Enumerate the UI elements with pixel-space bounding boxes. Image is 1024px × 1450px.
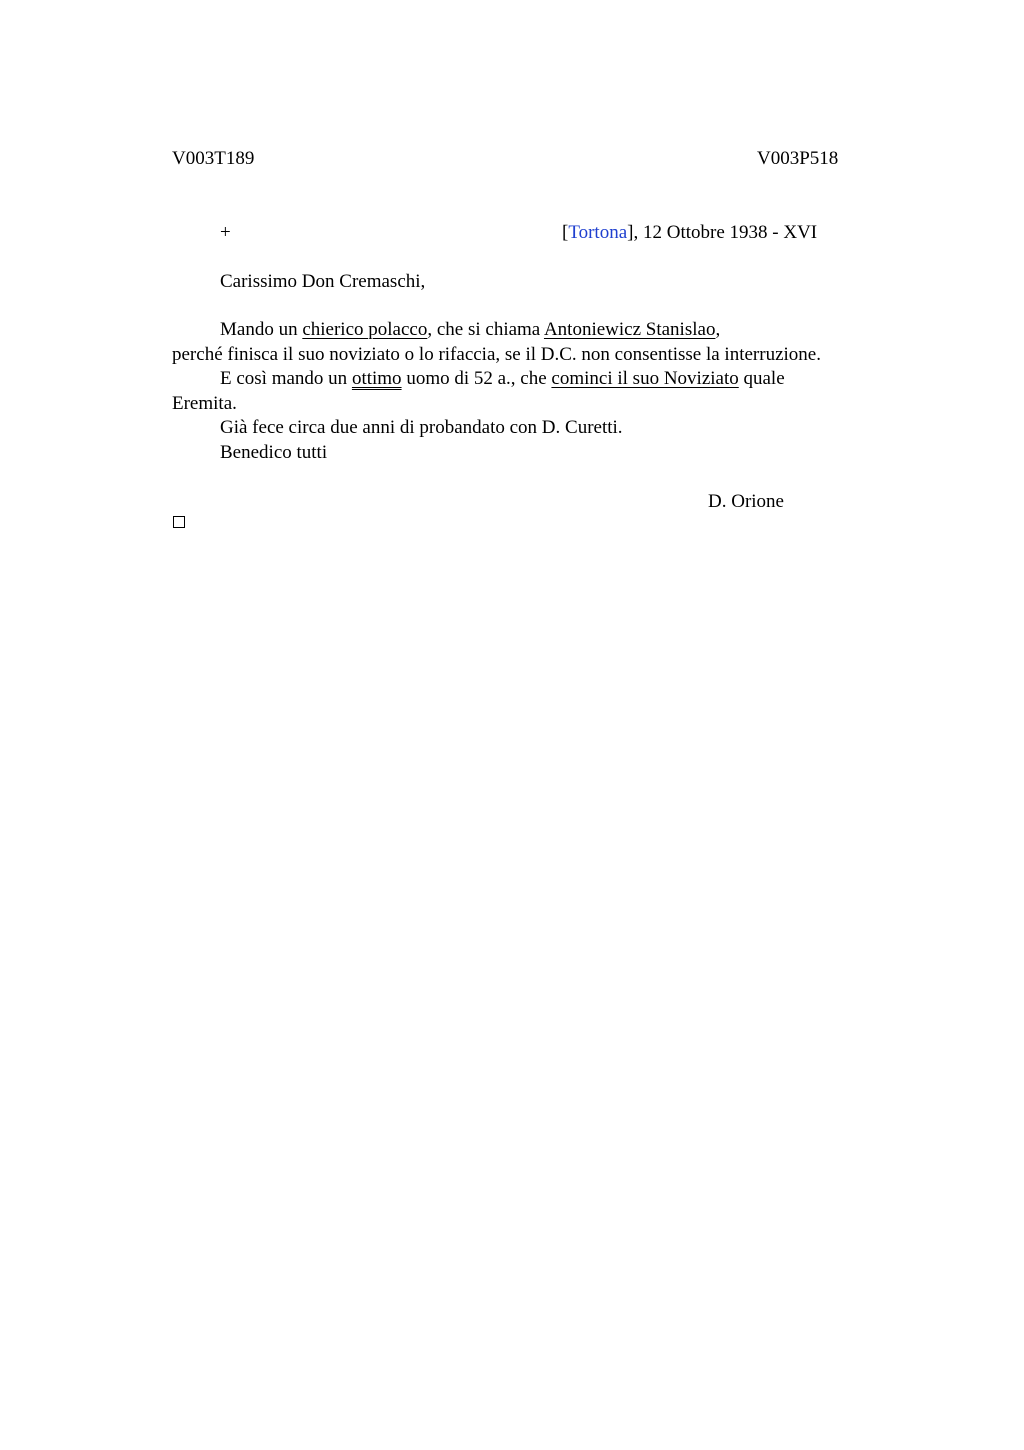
p1-underlined-2: Antoniewicz Stanislao [543, 319, 716, 340]
dateline-place: Tortona [568, 222, 628, 243]
header-left-code: V003T189 [172, 148, 255, 169]
p2-text-1: E così mando un [220, 368, 352, 389]
paragraph-2-line-2: Eremita. [172, 393, 237, 414]
p1-text-1: Mando un [220, 319, 303, 340]
dateline [562, 221, 817, 245]
p2-text-3: quale [738, 368, 785, 389]
p2-underlined-2: cominci il suo Noviziato [551, 368, 739, 389]
header-right-code: V003P518 [757, 148, 839, 169]
p2-text-2: uomo di 52 a., che [401, 368, 552, 389]
p1-text-3: , [715, 319, 721, 340]
p2-underlined-1: ottimo [351, 368, 402, 389]
end-box-icon [173, 516, 185, 528]
dateline-bracket-open: [ [562, 222, 569, 243]
dateline-date: ], 12 Ottobre 1938 - XVI [627, 222, 818, 243]
paragraph-1-line-1 [220, 318, 720, 342]
signature: D. Orione [708, 491, 784, 512]
p1-underlined-1: chierico polacco [302, 319, 428, 340]
cross-symbol: + [220, 222, 231, 243]
paragraph-2-line-1 [220, 367, 785, 391]
p1-text-2: , che si chiama [427, 319, 544, 340]
salutation: Carissimo Don Cremaschi, [220, 271, 426, 292]
paragraph-3: Già fece circa due anni di probandato con D. Curetti. [220, 417, 623, 438]
paragraph-1-line-2: perché finisca il suo noviziato o lo rifaccia, se il D.C. non consentisse la interruzione. [172, 344, 821, 365]
paragraph-4: Benedico tutti [220, 442, 328, 463]
